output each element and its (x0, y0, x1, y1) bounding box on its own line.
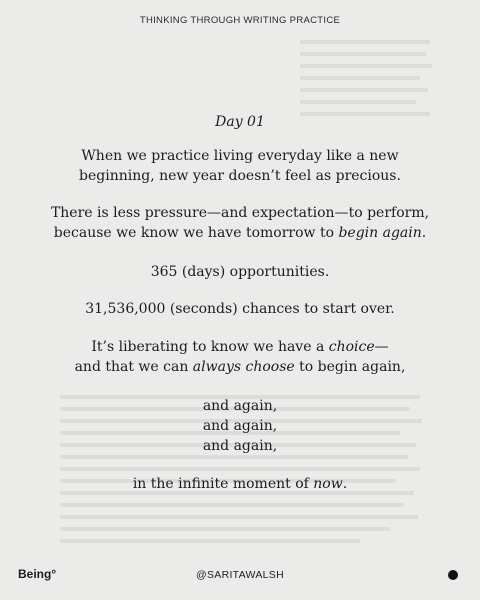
paragraph-5-line-1: It’s liberating to know we have a choice— (91, 339, 389, 355)
author-handle: @SARITAWALSH (196, 569, 284, 581)
dot-icon (448, 570, 458, 580)
paragraph-7: in the infinite moment of now. (132, 476, 348, 492)
paragraph-2-line-2: because we know we have tomorrow to begin again. (53, 225, 427, 241)
paragraph-2-line-1: There is less pressure—and expectation—to perform, (50, 205, 430, 221)
again-line-1: and again, (202, 398, 278, 414)
again-line-2: and again, (202, 418, 278, 434)
paragraph-1-line-1: When we practice living everyday like a new (81, 148, 399, 164)
day-label: Day 01 (215, 114, 265, 130)
again-line-3: and again, (202, 438, 278, 454)
paragraph-1-line-2: beginning, new year doesn’t feel as precious. (79, 168, 401, 184)
page-header-title: THINKING THROUGH WRITING PRACTICE (139, 15, 341, 26)
paragraph-4: 31,536,000 (seconds) chances to start over. (85, 301, 395, 317)
paragraph-3: 365 (days) opportunities. (150, 264, 330, 280)
paragraph-5-line-2: and that we can always choose to begin again, (74, 359, 406, 375)
brand-logo: Being° (18, 567, 57, 581)
